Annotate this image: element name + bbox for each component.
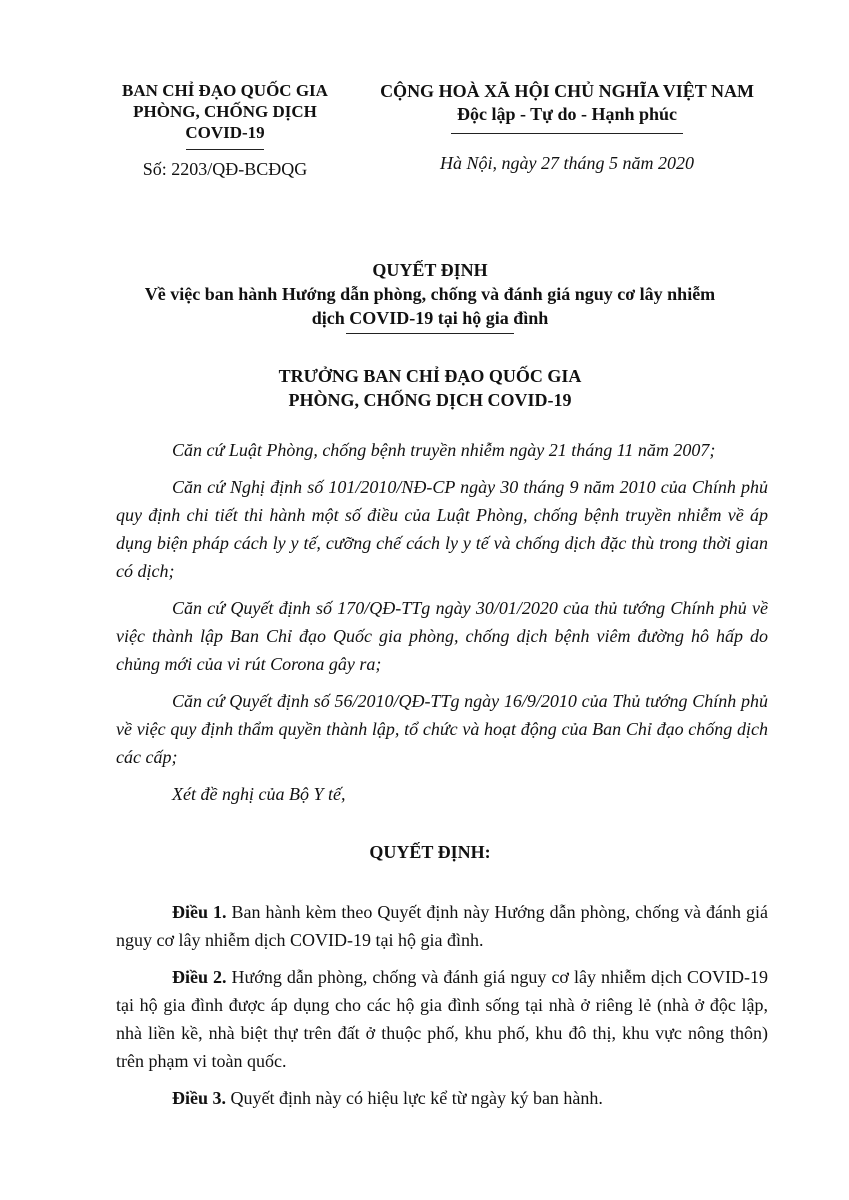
issuing-agency-block [100,80,350,180]
article-text: Hướng dẫn phòng, chống và đánh giá nguy cơ lây nhiễm dịch COVID-19 tại hộ gia đình được áp dụng cho các hộ gia đình sống tại nhà ở riêng lẻ (nhà ở độc lập, nhà liền kề, nhà biệt thự trên đất ở thuộc phố, khu phố, khu đô thị, khu vực nông thôn) trên phạm vi toàn quốc. [116,967,768,1071]
preamble-paragraph: Căn cứ Nghị định số 101/2010/NĐ-CP ngày 30 tháng 9 năm 2010 của Chính phủ quy định chi tiết thi hành một số điều của Luật Phòng, chống bệnh truyền nhiễm về áp dụng biện pháp cách ly y tế, cưỡng chế cách ly y tế và chống dịch đặc thù trong thời gian có dịch; [116,477,768,581]
issuing-authority-block [100,364,760,412]
preamble-paragraph: Căn cứ Luật Phòng, chống bệnh truyền nhiễm ngày 21 tháng 11 năm 2007; [172,440,716,460]
decision-heading: QUYẾT ĐỊNH: [369,842,491,862]
article-text: Ban hành kèm theo Quyết định này Hướng dẫn phòng, chống và đánh giá nguy cơ lây nhiễm dịch COVID-19 tại hộ gia đình. [116,902,769,950]
decision-title-block [100,258,760,334]
agency-name-line-1: BAN CHỈ ĐẠO QUỐC GIA [122,81,328,100]
articles-section [116,898,768,1121]
article-paragraph [116,963,768,1075]
preamble-paragraph: Căn cứ Quyết định số 170/QĐ-TTg ngày 30/01/2020 của thủ tướng Chính phủ về việc thành lập Ban Chỉ đạo Quốc gia phòng, chống dịch bệnh viêm đường hô hấp do chủng mới của vi rút Corona gây ra; [116,598,768,674]
legal-basis-preamble [116,436,768,817]
title-divider [346,333,514,334]
agency-name-line-3: COVID-19 [185,123,265,142]
national-motto: Độc lập - Tự do - Hạnh phúc [456,104,678,124]
decision-subject-line-2: dịch COVID-19 tại hộ gia đình [311,308,549,328]
preamble-paragraph: Xét đề nghị của Bộ Y tế, [172,784,346,804]
decision-subject-line-1: Về việc ban hành Hướng dẫn phòng, chống và đánh giá nguy cơ lây nhiễm [144,284,716,304]
national-header-block [352,80,782,175]
preamble-paragraph: Căn cứ Quyết định số 56/2010/QĐ-TTg ngày 16/9/2010 của Thủ tướng Chính phủ về việc quy định thẩm quyền thành lập, tổ chức và hoạt động của Ban Chỉ đạo chống dịch các cấp; [116,691,768,767]
article-label: Điều 2. [172,967,227,987]
motto-divider [451,133,683,134]
article-text: Quyết định này có hiệu lực kể từ ngày ký ban hành. [226,1088,603,1108]
country-name: CỘNG HOÀ XÃ HỘI CHỦ NGHĨA VIỆT NAM [380,81,754,101]
document-number: Số: 2203/QĐ-BCĐQG [142,159,308,179]
article-label: Điều 3. [172,1088,226,1108]
place-and-date: Hà Nội, ngày 27 tháng 5 năm 2020 [440,153,694,173]
article-paragraph [116,1084,768,1112]
article-paragraph [116,898,768,954]
decision-title: QUYẾT ĐỊNH [372,260,488,280]
authority-line-2: PHÒNG, CHỐNG DỊCH COVID-19 [288,390,572,410]
authority-line-1: TRƯỞNG BAN CHỈ ĐẠO QUỐC GIA [278,366,582,386]
agency-name-line-2: PHÒNG, CHỐNG DỊCH [133,102,317,121]
agency-divider [186,149,264,150]
article-label: Điều 1. [172,902,227,922]
